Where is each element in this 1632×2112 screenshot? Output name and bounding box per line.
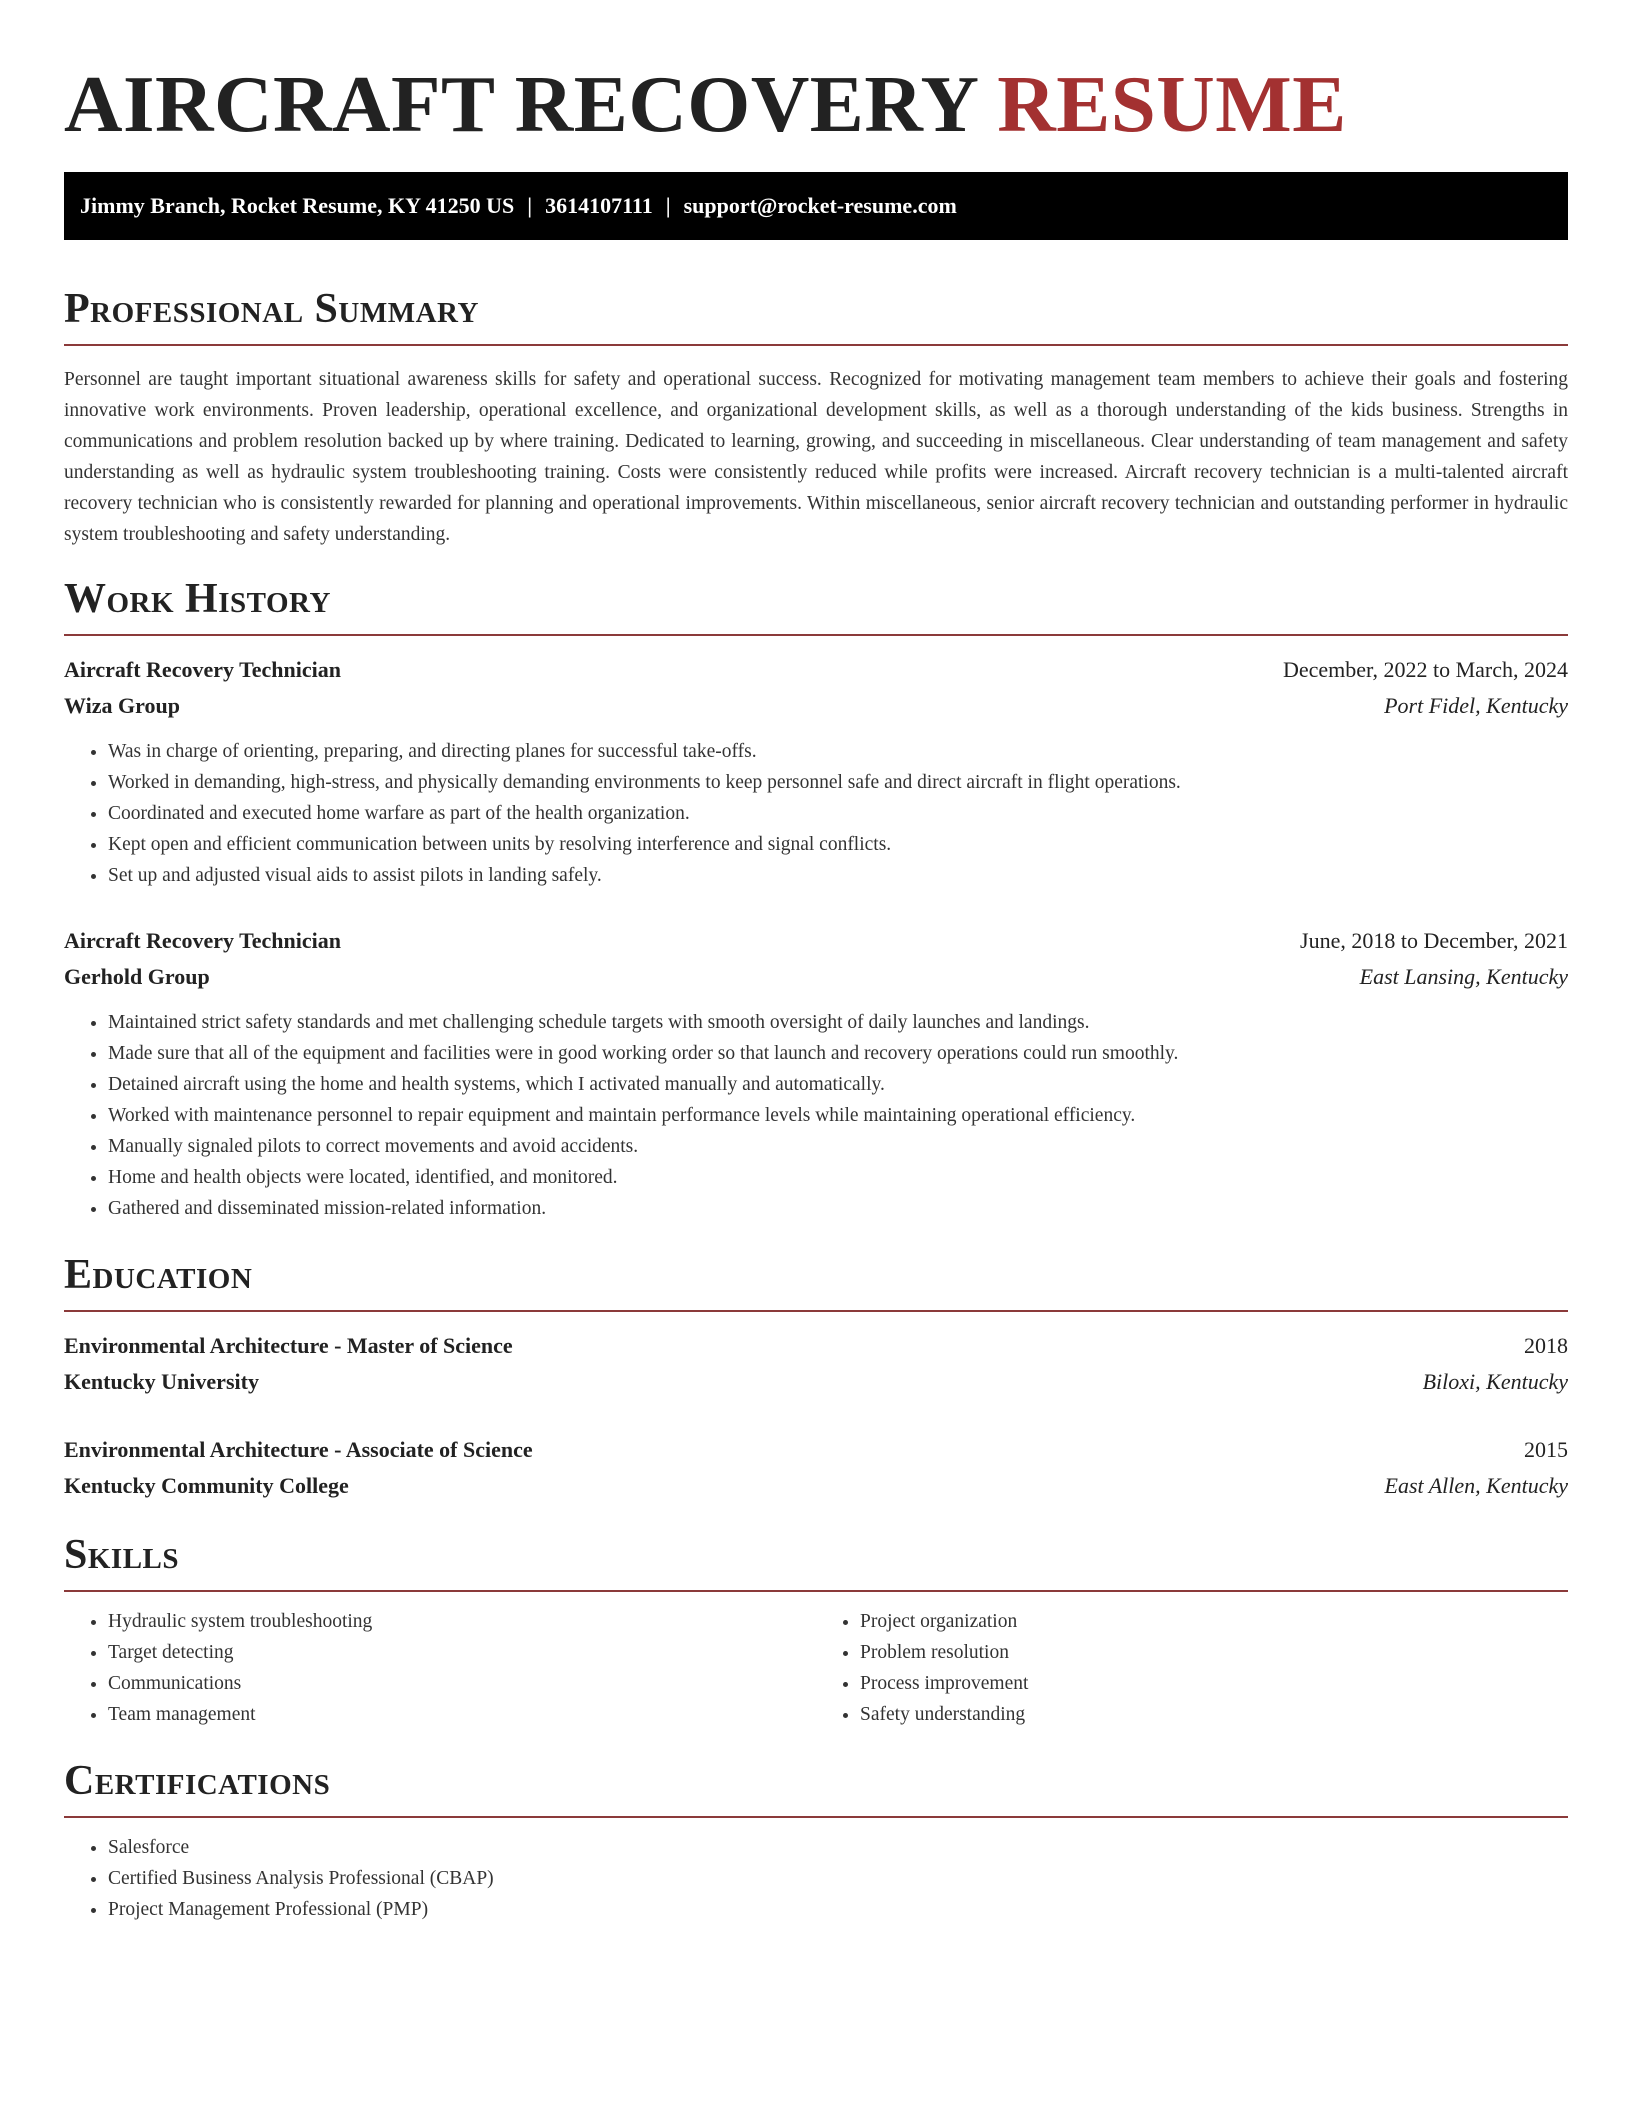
contact-address: Jimmy Branch, Rocket Resume, KY 41250 US: [80, 193, 515, 218]
job-company-row: [64, 688, 1568, 724]
resume-page: [64, 0, 1568, 1925]
title-main: AIRCRAFT RECOVERY: [64, 59, 977, 149]
list-item: • Set up and adjusted visual aids to assist pilots in landing safely.: [108, 860, 1568, 891]
contact-email: support@rocket-resume.com: [683, 193, 957, 218]
section-title-education: Education: [64, 1252, 253, 1298]
section-divider: [64, 1590, 1568, 1592]
list-item: • Problem resolution: [860, 1637, 1568, 1668]
list-item: • Coordinated and executed home warfare as part of the health organization.: [108, 798, 1568, 829]
contact-bar: [64, 172, 1568, 240]
summary-text: Personnel are taught important situational awareness skills for safety and operational success. Recognized for motivating management team members to achieve their goals and fostering innovative work environments. Proven leadership, operational excellence, and organizational development skills, as well as a thorough understanding of the kids business. Strengths in communications and problem resolution backed up by where training. Dedicated to learning, growing, and succeeding in miscellaneous. Clear understanding of team management and safety understanding as well as hydraulic system troubleshooting training. Costs were consistently reduced while profits were increased. Aircraft recovery technician is a multi-talented aircraft recovery technician who is consistently rewarded for planning and operational improvements. Within miscellaneous, senior aircraft recovery technician and outstanding performer in hydraulic system troubleshooting and safety understanding.: [64, 369, 1568, 545]
education-degree: Environmental Architecture - Associate of Science: [64, 1437, 533, 1462]
list-item: • Hydraulic system troubleshooting: [108, 1606, 816, 1637]
certifications-section: [64, 1756, 1568, 1925]
list-item: • Target detecting: [108, 1637, 816, 1668]
list-item: • Kept open and efficient communication between units by resolving interference and signal conflicts.: [108, 829, 1568, 860]
job-company: Gerhold Group: [64, 964, 210, 989]
job-dates: June, 2018 to December, 2021: [1300, 928, 1568, 953]
job-company-row: [64, 959, 1568, 995]
section-title-work-history: Work History: [64, 576, 331, 622]
summary-section: [64, 284, 1568, 550]
education-location: East Allen, Kentucky: [1384, 1473, 1568, 1498]
education-section: [64, 1250, 1568, 1504]
resume-title: [64, 0, 1568, 150]
job-location: East Lansing, Kentucky: [1359, 964, 1568, 989]
education-entry: [64, 1432, 1568, 1504]
job-bullets: [64, 736, 1568, 891]
education-year: 2015: [1524, 1437, 1568, 1462]
job-role: Aircraft Recovery Technician: [64, 657, 341, 682]
list-item: • Salesforce: [108, 1832, 1568, 1863]
list-item: • Maintained strict safety standards and met challenging schedule targets with smooth oversight of daily launches and landings.: [108, 1007, 1568, 1038]
section-title-summary: Professional Summary: [64, 286, 479, 332]
education-school-row: [64, 1468, 1568, 1504]
education-school: Kentucky University: [64, 1369, 259, 1394]
section-divider: [64, 1310, 1568, 1312]
skills-section: [64, 1530, 1568, 1730]
job-bullets: [64, 1007, 1568, 1224]
list-item: • Worked with maintenance personnel to repair equipment and maintain performance levels while maintaining operational efficiency.: [108, 1100, 1568, 1131]
job-dates: December, 2022 to March, 2024: [1282, 657, 1568, 682]
skills-list-left: [64, 1606, 816, 1730]
job-entry: [64, 923, 1568, 1224]
job-company: Wiza Group: [64, 693, 180, 718]
section-divider: [64, 344, 1568, 346]
list-item: • Home and health objects were located, identified, and monitored.: [108, 1162, 1568, 1193]
work-history-section: [64, 574, 1568, 1224]
education-school-row: [64, 1364, 1568, 1400]
contact-separator: |: [527, 193, 533, 218]
list-item: • Communications: [108, 1668, 816, 1699]
skills-list-right: [816, 1606, 1568, 1730]
job-role: Aircraft Recovery Technician: [64, 928, 341, 953]
list-item: • Team management: [108, 1699, 816, 1730]
list-item: • Gathered and disseminated mission-related information.: [108, 1193, 1568, 1224]
education-degree-row: [64, 1328, 1568, 1364]
list-item: • Certified Business Analysis Professional (CBAP): [108, 1863, 1568, 1894]
list-item: • Manually signaled pilots to correct movements and avoid accidents.: [108, 1131, 1568, 1162]
education-location: Biloxi, Kentucky: [1422, 1369, 1568, 1394]
contact-phone: 3614107111: [545, 193, 653, 218]
list-item: • Made sure that all of the equipment and facilities were in good working order so that launch and recovery operations could run smoothly.: [108, 1038, 1568, 1069]
education-school: Kentucky Community College: [64, 1473, 349, 1498]
list-item: • Project organization: [860, 1606, 1568, 1637]
list-item: • Process improvement: [860, 1668, 1568, 1699]
list-item: • Was in charge of orienting, preparing, and directing planes for successful take-offs.: [108, 736, 1568, 767]
list-item: • Worked in demanding, high-stress, and physically demanding environments to keep personnel safe and direct aircraft in flight operations.: [108, 767, 1568, 798]
job-location: Port Fidel, Kentucky: [1384, 693, 1568, 718]
skills-grid: [64, 1606, 1568, 1730]
list-item: • Project Management Professional (PMP): [108, 1894, 1568, 1925]
education-year: 2018: [1524, 1333, 1568, 1358]
education-entry: [64, 1328, 1568, 1400]
section-divider: [64, 634, 1568, 636]
education-degree: Environmental Architecture - Master of Science: [64, 1333, 513, 1358]
job-header-row: [64, 923, 1568, 959]
job-header-row: [64, 652, 1568, 688]
education-degree-row: [64, 1432, 1568, 1468]
title-accent: RESUME: [997, 59, 1347, 149]
certifications-list: [64, 1832, 1568, 1925]
job-entry: [64, 652, 1568, 891]
list-item: • Safety understanding: [860, 1699, 1568, 1730]
contact-separator: |: [665, 193, 671, 218]
list-item: • Detained aircraft using the home and health systems, which I activated manually and automatically.: [108, 1069, 1568, 1100]
section-title-skills: Skills: [64, 1532, 180, 1578]
section-divider: [64, 1816, 1568, 1818]
section-title-certifications: Certifications: [64, 1758, 331, 1804]
